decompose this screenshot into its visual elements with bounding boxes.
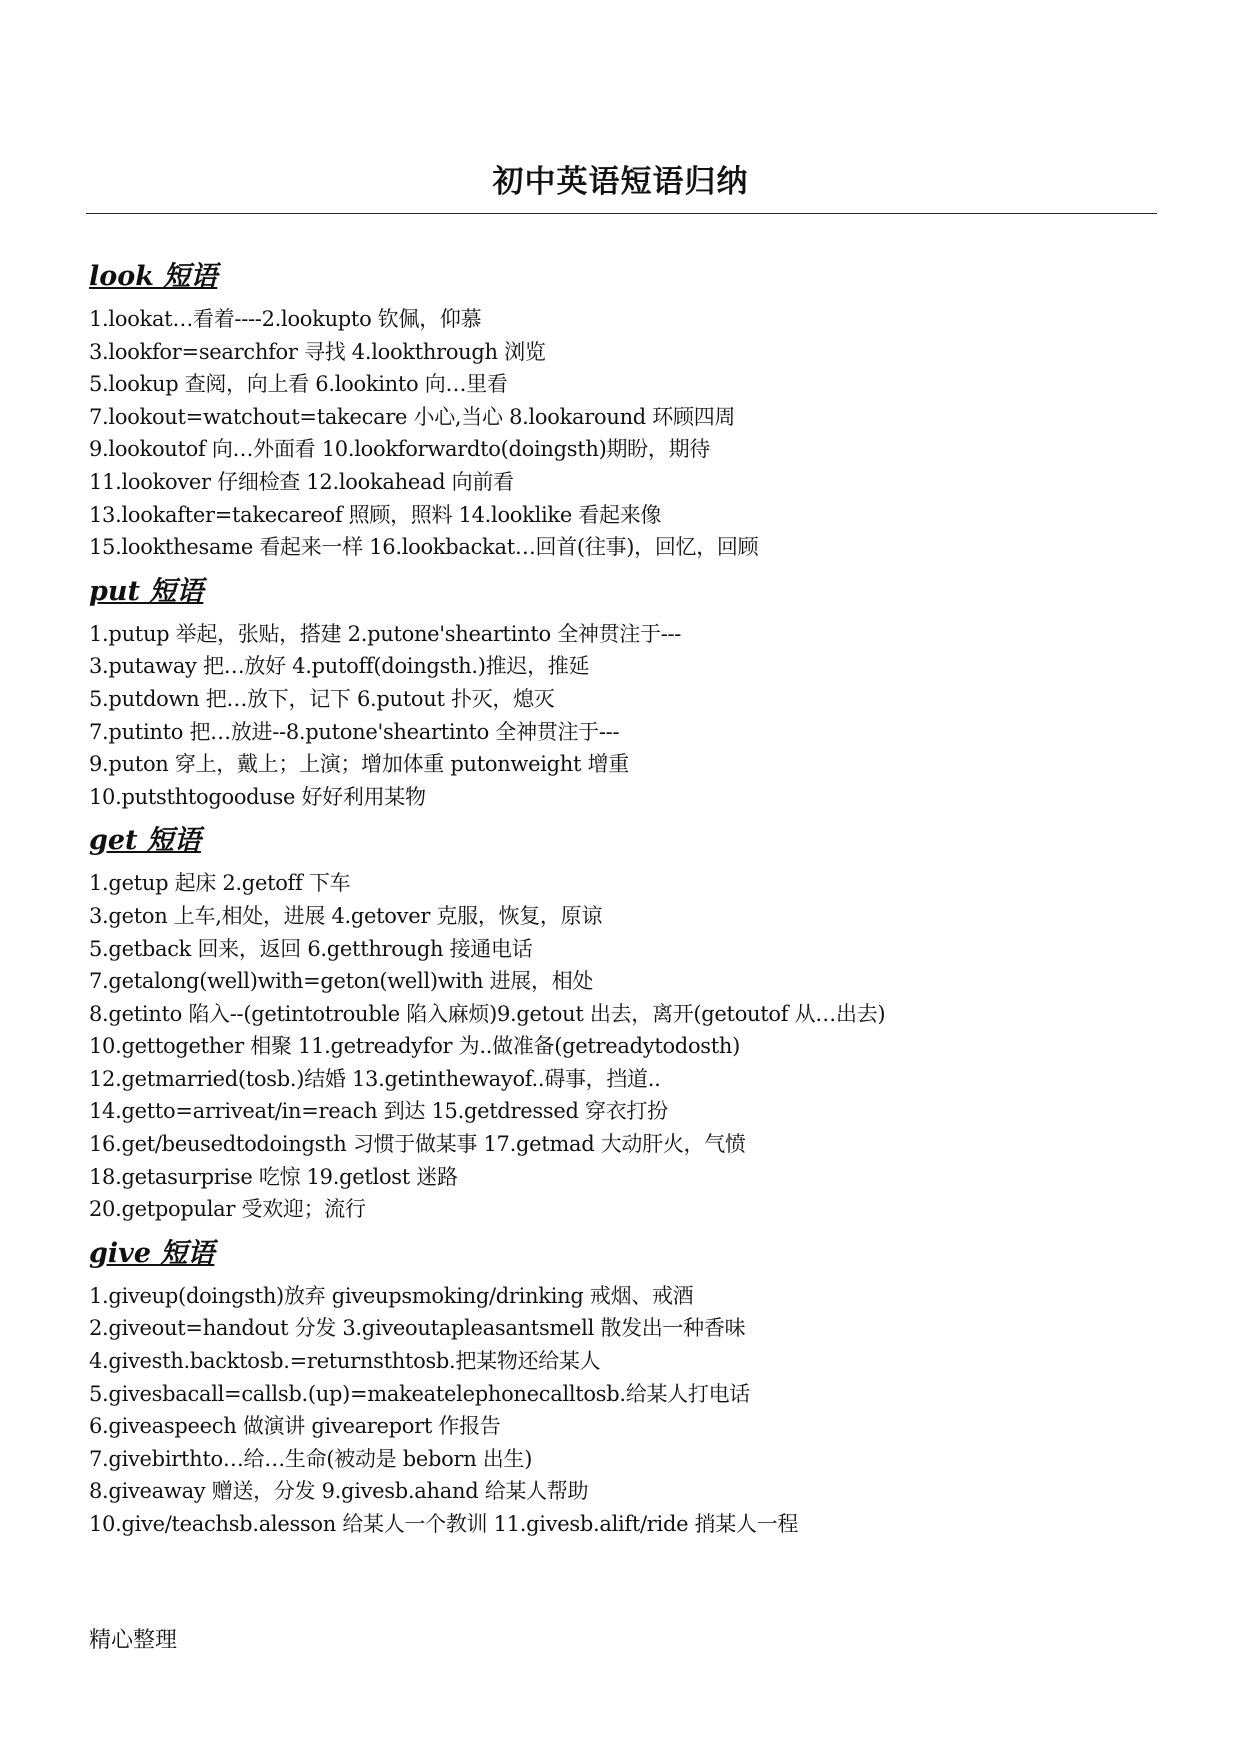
- phrase-line: 10.putsthtogooduse 好好利用某物: [89, 784, 426, 809]
- phrase-line: 7.putinto 把…放进--8.putone'sheartinto 全神贯注于---: [89, 719, 620, 744]
- phrase-line: 1.putup 举起，张贴，搭建 2.putone'sheartinto 全神贯注于---: [89, 621, 682, 646]
- phrase-line: 9.puton 穿上，戴上；上演；增加体重 putonweight 增重: [89, 752, 629, 777]
- section-heading: look 短语: [89, 261, 218, 292]
- phrase-line: 8.giveaway 赠送，分发 9.givesb.ahand 给某人帮助: [89, 1479, 589, 1504]
- phrase-line: 7.lookout=watchout=takecare 小心,当心 8.lookaround 环顾四周: [89, 404, 736, 429]
- phrase-line: 5.putdown 把…放下，记下 6.putout 扑灭，熄灭: [89, 686, 555, 711]
- section-heading: get 短语: [89, 825, 201, 857]
- phrase-line: 7.getalong(well)with=geton(well)with 进展，相处: [89, 969, 594, 994]
- phrase-section: [89, 819, 1169, 1226]
- phrase-line: 14.getto=arriveat/in=reach 到达 15.getdressed 穿衣打扮: [89, 1099, 668, 1124]
- section-heading: give 短语: [89, 1237, 215, 1269]
- phrase-line: 15.lookthesame 看起来一样 16.lookbackat…回首(往事)，回忆，回顾: [89, 535, 759, 560]
- phrase-line: 8.getinto 陷入--(getintotrouble 陷入麻烦)9.getout 出去，离开(getoutof 从…出去): [89, 1001, 886, 1026]
- phrase-line: 3.putaway 把…放好 4.putoff(doingsth.)推迟，推延: [89, 654, 590, 679]
- phrase-line: 11.lookover 仔细检查 12.lookahead 向前看: [89, 469, 514, 494]
- phrase-line: 13.lookafter=takecareof 照顾，照料 14.looklike 看起来像: [89, 502, 662, 527]
- phrase-line: 18.getasurprise 吃惊 19.getlost 迷路: [89, 1164, 458, 1189]
- phrase-section: [89, 1232, 1169, 1541]
- footer-note: 精心整理: [89, 1628, 178, 1653]
- phrase-line: 16.get/beusedtodoingsth 习惯于做某事 17.getmad 大动肝火，气愤: [89, 1132, 746, 1157]
- phrase-line: 1.lookat…看着----2.lookupto 钦佩，仰慕: [89, 307, 482, 331]
- title-divider: [86, 213, 1157, 214]
- phrase-line: 7.givebirthto…给…生命(被动是 beborn 出生): [89, 1446, 533, 1471]
- phrase-section: [89, 570, 1169, 814]
- phrase-section: [89, 255, 1169, 564]
- section-heading: put 短语: [89, 575, 204, 607]
- phrase-line: 4.givesth.backtosb.=returnsthtosb.把某物还给某人: [89, 1349, 601, 1374]
- phrase-line: 6.giveaspeech 做演讲 giveareport 作报告: [89, 1414, 501, 1439]
- phrase-line: 1.getup 起床 2.getoff 下车: [89, 871, 351, 896]
- phrase-line: 10.give/teachsb.alesson 给某人一个教训 11.givesb.alift/ride 捎某人一程: [89, 1512, 799, 1536]
- phrase-line: 1.giveup(doingsth)放弃 giveupsmoking/drinking 戒烟、戒酒: [89, 1283, 694, 1308]
- phrase-line: 9.lookoutof 向…外面看 10.lookforwardto(doingsth)期盼，期待: [89, 437, 710, 462]
- phrase-line: 5.lookup 查阅，向上看 6.lookinto 向…里看: [89, 372, 508, 397]
- phrase-line: 2.giveout=handout 分发 3.giveoutapleasantsmell 散发出一种香味: [89, 1316, 746, 1341]
- page-title: 初中英语短语归纳: [492, 164, 749, 200]
- phrase-list: [89, 255, 1169, 1541]
- phrase-line: 5.givesbacall=callsb.(up)=makeatelephonecalltosb.给某人打电话: [89, 1381, 750, 1406]
- phrase-line: 3.geton 上车,相处，进展 4.getover 克服，恢复，原谅: [89, 903, 603, 928]
- phrase-line: 3.lookfor=searchfor 寻找 4.lookthrough 浏览: [89, 339, 546, 364]
- phrase-line: 5.getback 回来，返回 6.getthrough 接通电话: [89, 936, 533, 961]
- phrase-line: 20.getpopular 受欢迎；流行: [89, 1197, 366, 1222]
- phrase-line: 12.getmarried(tosb.)结婚 13.getinthewayof..碍事，挡道..: [89, 1066, 661, 1091]
- phrase-line: 10.gettogether 相聚 11.getreadyfor 为..做准备(getreadytodosth): [89, 1034, 741, 1059]
